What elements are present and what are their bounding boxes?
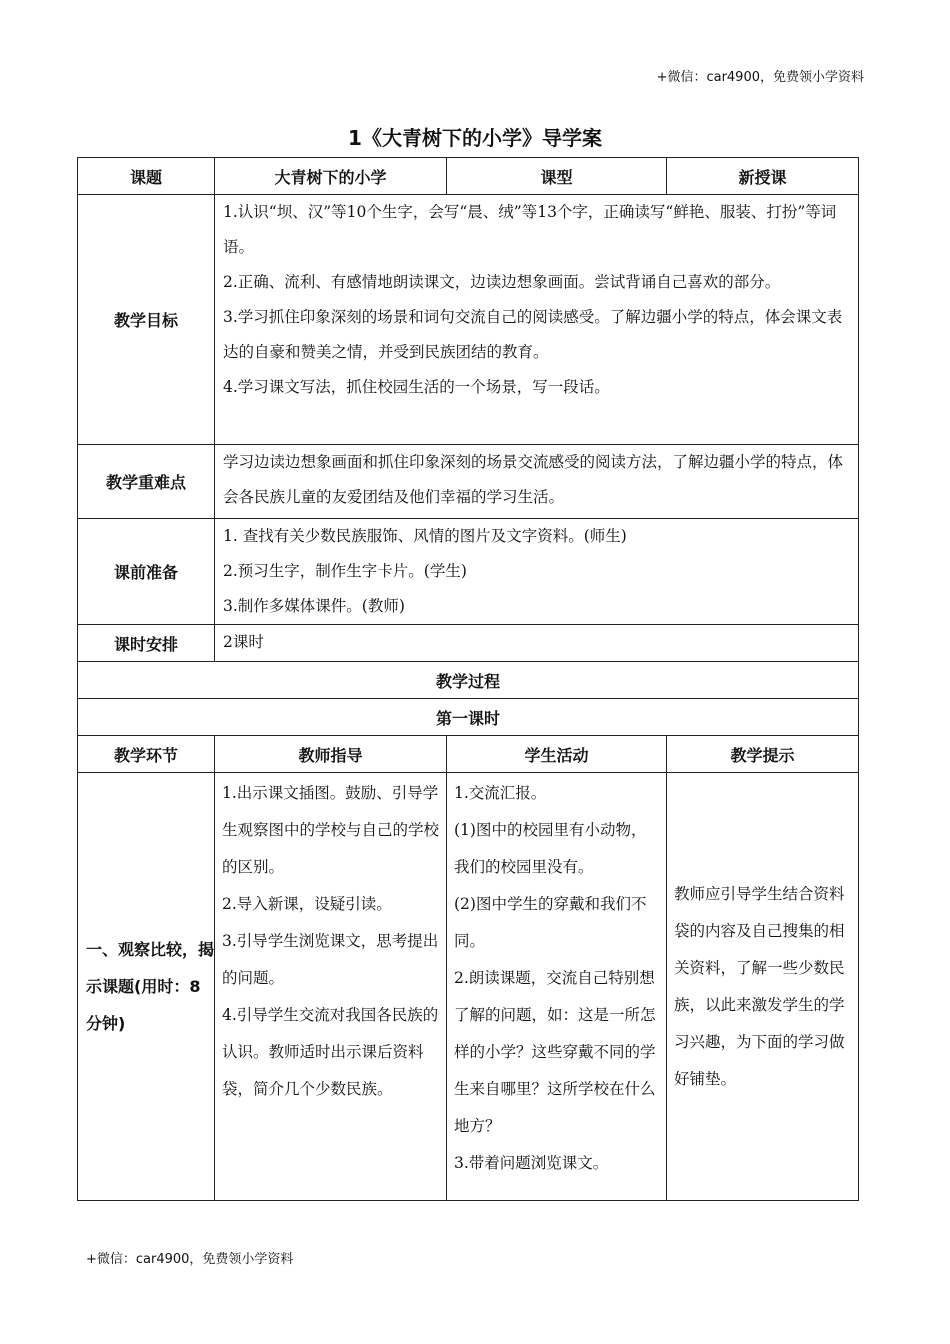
schedule-label: 课时安排	[78, 625, 215, 662]
key-points-label: 教学重难点	[78, 445, 215, 519]
column-header-teacher: 教师指导	[215, 736, 447, 773]
student-item: 1.交流汇报。	[454, 784, 547, 802]
step-one-label: 一、观察比较，揭示课题(用时：8分钟)	[78, 773, 215, 1201]
goal-item: 4.学习课文写法，抓住校园生活的一个场景，写一段话。	[223, 378, 610, 396]
prep-item: 3.制作多媒体课件。(教师)	[223, 597, 405, 615]
row-schedule	[78, 625, 859, 662]
column-header-student: 学生活动	[447, 736, 667, 773]
teacher-item: 1.出示课文插图。鼓励、引导学生观察图中的学校与自己的学校的区别。	[222, 784, 440, 876]
lesson-plan-table	[77, 157, 859, 1201]
row-key-points	[78, 445, 859, 519]
column-header-step: 教学环节	[78, 736, 215, 773]
row-process-heading	[78, 662, 859, 699]
goal-item: 3.学习抓住印象深刻的场景和词句交流自己的阅读感受。了解边疆小学的特点，体会课文表达的自豪和赞美之情，并受到民族团结的教育。	[223, 308, 843, 361]
lesson-type-label: 课型	[447, 158, 667, 195]
student-item: (2)图中学生的穿戴和我们不同。	[454, 895, 647, 950]
schedule-value: 2课时	[215, 625, 859, 662]
goal-item: 1.认识“坝、汉”等10个生字，会写“晨、绒”等13个字，正确读写“鲜艳、服装、打扮”等词语。	[223, 203, 837, 256]
student-item: (1)图中的校园里有小动物，我们的校园里没有。	[454, 821, 647, 876]
prep-item: 1. 查找有关少数民族服饰、风情的图片及文字资料。(师生)	[223, 527, 627, 545]
goals-content	[215, 195, 859, 445]
page-title: 1《大青树下的小学》导学案	[348, 126, 602, 150]
row-column-headers	[78, 736, 859, 773]
prep-content	[215, 519, 859, 625]
process-heading: 教学过程	[78, 662, 859, 699]
row-prep	[78, 519, 859, 625]
row-step-one	[78, 773, 859, 1201]
watermark-bottom: +微信：car4900，免费领小学资料	[86, 1252, 294, 1267]
goal-item: 2.正确、流利、有感情地朗读课文，边读边想象画面。尝试背诵自己喜欢的部分。	[223, 273, 781, 291]
teacher-item: 4.引导学生交流对我国各民族的认识。教师适时出示课后资料袋，简介几个少数民族。	[222, 1006, 439, 1098]
step-one-teacher	[215, 773, 447, 1201]
lesson-one-heading: 第一课时	[78, 699, 859, 736]
row-lesson-one-heading	[78, 699, 859, 736]
student-item: 3.带着问题浏览课文。	[454, 1154, 609, 1172]
lesson-topic-value: 大青树下的小学	[215, 158, 447, 195]
student-item: 2.朗读课题，交流自己特别想了解的问题，如：这是一所怎样的小学？这些穿戴不同的学生来自哪里？这所学校在什么地方？	[454, 969, 656, 1135]
column-header-tip: 教学提示	[667, 736, 859, 773]
teacher-item: 3.引导学生浏览课文，思考提出的问题。	[222, 932, 439, 987]
lesson-topic-label: 课题	[78, 158, 215, 195]
goals-label: 教学目标	[78, 195, 215, 445]
teacher-item: 2.导入新课，设疑引读。	[222, 895, 392, 913]
row-goals	[78, 195, 859, 445]
step-one-student	[447, 773, 667, 1201]
prep-item: 2.预习生字，制作生字卡片。(学生)	[223, 562, 467, 580]
watermark-top: +微信：car4900，免费领小学资料	[656, 70, 864, 85]
key-points-text: 学习边读边想象画面和抓住印象深刻的场景交流感受的阅读方法，了解边疆小学的特点，体会各民族儿童的友爱团结及他们幸福的学习生活。	[215, 445, 859, 519]
lesson-type-value: 新授课	[667, 158, 859, 195]
prep-label: 课前准备	[78, 519, 215, 625]
step-one-tip: 教师应引导学生结合资料袋的内容及自己搜集的相关资料，了解一些少数民族，以此来激发学生的学习兴趣，为下面的学习做好铺垫。	[667, 773, 859, 1201]
row-lesson-topic	[78, 158, 859, 195]
